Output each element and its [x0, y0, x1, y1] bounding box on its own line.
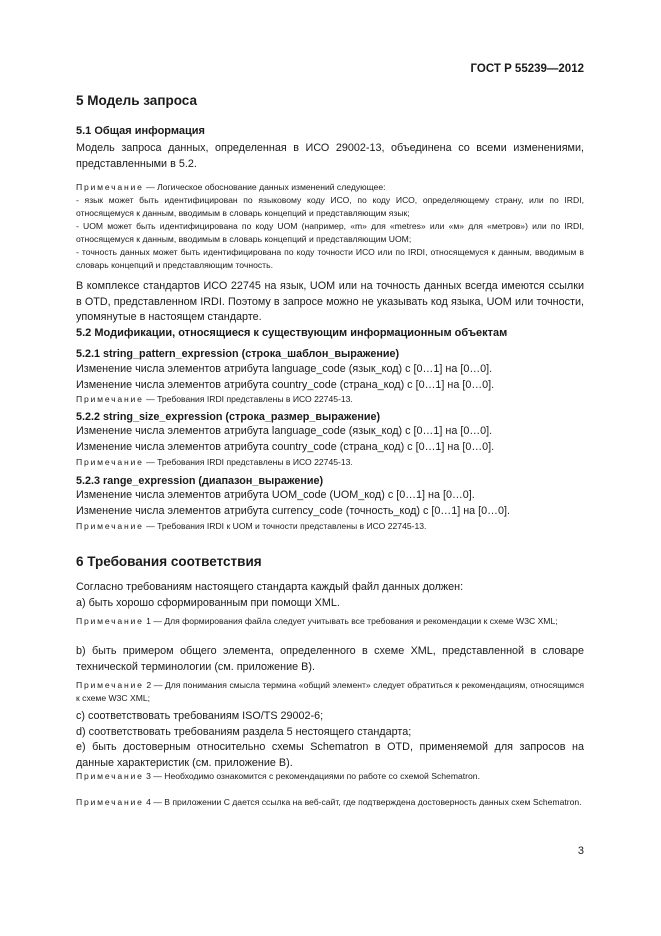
note-label: Примечание	[76, 771, 144, 781]
section-5-2-3-title: 5.2.3 range_expression (диапазон_выражение)	[76, 475, 324, 487]
page-number: 3	[577, 845, 584, 857]
note-text: 1 — Для формирования файла следует учитывать все требования и рекомендации к схеме W3C XML;	[143, 616, 558, 626]
section-5-1-paragraph-1: Модель запроса данных, определенная в ИСО 29002-13, объединена со всеми изменениями, представленными в 5.2.	[76, 142, 584, 170]
document-code: ГОСТ Р 55239—2012	[470, 63, 584, 75]
requirement-a: а) быть хорошо сформированным при помощи XML.	[76, 596, 340, 609]
change-line: Изменение числа элементов атрибута country_code (страна_код) с [0…1] на [0…0].	[76, 440, 495, 453]
section-5-title: 5 Модель запроса	[76, 93, 197, 108]
note-text: 4 — В приложении С дается ссылка на веб-сайт, где подтверждена достоверность данных схем Schematron.	[143, 797, 582, 807]
requirement-e: e) быть достоверным относительно схемы Schematron в OTD, применяемой для запросов на данные характеристик (см. приложение B).	[76, 741, 584, 769]
requirement-b: b) быть примером общего элемента, определенного в схеме XML, представленной в словаре технической терминологии (см. приложение B).	[76, 645, 584, 673]
note-label: Примечание	[76, 457, 144, 467]
section-5-2-2-title: 5.2.2 string_size_expression (строка_размер_выражение)	[76, 411, 381, 423]
section-5-2-1-body	[76, 362, 584, 393]
note-item-accuracy: - точность данных может быть идентифицирована по коду точности ИСО или по IRDI, относящемуся к данным, вводимым в словарь концепций и представляющим точность.	[76, 247, 584, 270]
change-line: Изменение числа элементов атрибута language_code (язык_код) с [0…1] на [0…0].	[76, 425, 493, 437]
requirement-d: d) соответствовать требованиям раздела 5 нестоящего стандарта;	[76, 725, 412, 738]
change-line: Изменение числа элементов атрибута country_code (страна_код) с [0…1] на [0…0].	[76, 378, 495, 391]
note-label: Примечание	[76, 394, 144, 404]
section-6-intro	[76, 580, 584, 611]
note-label: Примечание	[76, 680, 144, 690]
section-5-2-3-body	[76, 488, 584, 519]
note-text: — Логическое обоснование данных изменений следующее:	[143, 182, 386, 192]
note-text: 3 — Необходимо ознакомится с рекомендациями по работе со схемой Schematron.	[143, 771, 480, 781]
section-6-note-4	[76, 796, 584, 809]
change-line: Изменение числа элементов атрибута language_code (язык_код) с [0…1] на [0…0].	[76, 363, 493, 375]
change-line: Изменение числа элементов атрибута currency_code (точность_код) с [0…1] на [0…0].	[76, 504, 510, 517]
note-label: Примечание	[76, 182, 144, 192]
note-label: Примечание	[76, 797, 144, 807]
section-5-2-2-note	[76, 456, 584, 469]
note-item-language: - язык может быть идентифицирован по языковому коду ИСО, по коду ИСО, определяющему страну, или по IRDI, относящемуся к данным, вводимым в словарь концепций и представляющим язык;	[76, 195, 584, 218]
section-5-1-note	[76, 181, 584, 272]
section-6-title: 6 Требования соответствия	[76, 554, 262, 569]
section-5-2-2-body	[76, 424, 584, 455]
section-6-note-2	[76, 679, 584, 705]
note-text: — Требования IRDI представлены в ИСО 22745-13.	[143, 394, 353, 404]
note-label: Примечание	[76, 616, 144, 626]
section-5-2-1-note	[76, 393, 584, 406]
section-5-2-3-note	[76, 520, 584, 533]
section-6-note-1	[76, 615, 584, 628]
requirement-c: c) соответствовать требованиям ISO/TS 29002-6;	[76, 710, 324, 722]
note-item-uom: - UOM может быть идентифицирована по коду UOM (например, «m» для «metres» или «м» для «метров») или по IRDI, относящемуся к данным, вводимым в словарь концепций и представляющим UOM;	[76, 221, 584, 244]
section-6-requirements-cde	[76, 709, 584, 771]
note-text: 2 — Для понимания смысла термина «общий элемент» следует обратиться к рекомендациям, относящимся к схеме W3C XML;	[76, 680, 584, 703]
section-5-2-1-title: 5.2.1 string_pattern_expression (строка_шаблон_выражение)	[76, 348, 400, 360]
note-label: Примечание	[76, 521, 144, 531]
section-5-1-title: 5.1 Общая информация	[76, 125, 205, 137]
note-text: — Требования IRDI к UOM и точности представлены в ИСО 22745-13.	[143, 521, 427, 531]
section-5-1-paragraph-2: В комплексе стандартов ИСО 22745 на язык, UOM или на точность данных всегда имеются ссылки в OTD, представленном IRDI. Поэтому в запросе можно не указывать код языка, UOM или точности, упомянутые в настоящем стандарте.	[76, 280, 584, 323]
section-6-note-3	[76, 770, 584, 783]
note-text: — Требования IRDI представлены в ИСО 22745-13.	[143, 457, 353, 467]
section-5-2-title: 5.2 Модификации, относящиеся к существующим информационным объектам	[76, 327, 508, 339]
requirements-intro: Согласно требованиям настоящего стандарта каждый файл данных должен:	[76, 581, 464, 593]
change-line: Изменение числа элементов атрибута UOM_code (UOM_код) с [0…1] на [0…0].	[76, 489, 475, 501]
